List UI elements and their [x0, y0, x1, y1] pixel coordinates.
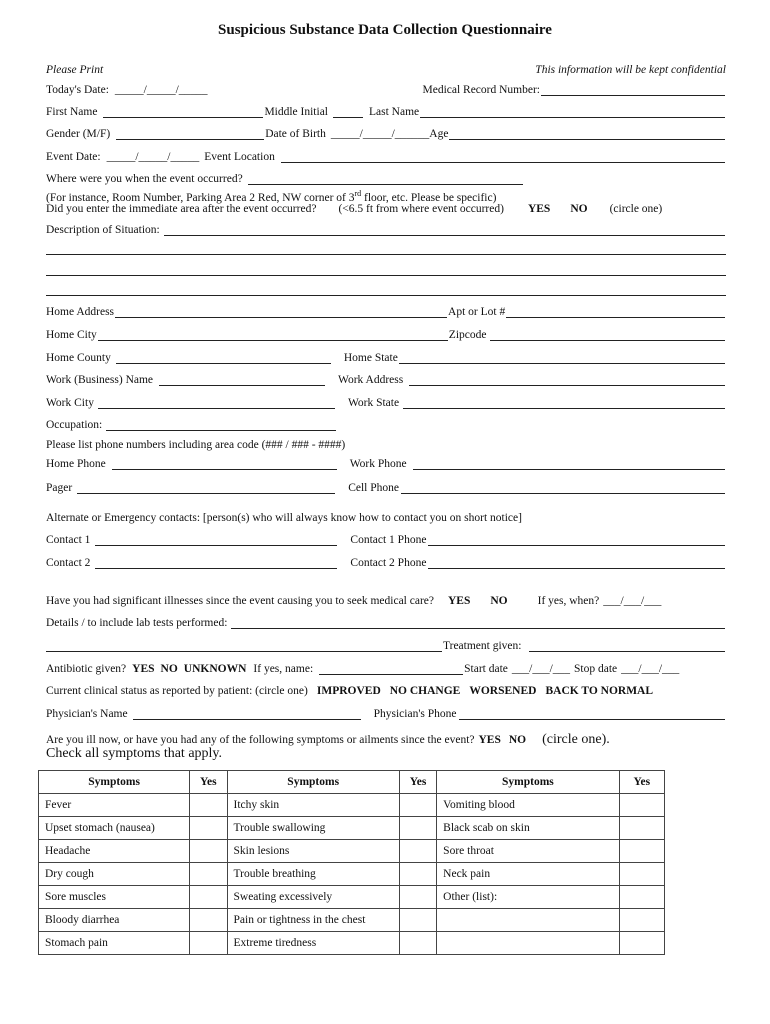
- apt-label: Apt or Lot #: [448, 306, 506, 318]
- illness-yes[interactable]: YES: [448, 595, 471, 607]
- symptom-cell: Itchy skin: [227, 794, 399, 817]
- ill-now-circle-one: (circle one).: [542, 732, 610, 747]
- confidential-note: This information will be kept confidential: [535, 64, 726, 76]
- yes-checkbox-cell[interactable]: [190, 840, 227, 863]
- contact1-phone-field[interactable]: [428, 533, 725, 546]
- check-all-instruction: Check all symptoms that apply.: [46, 746, 223, 761]
- age-label: Age: [429, 128, 449, 140]
- medical-record-label: Medical Record Number:: [422, 84, 540, 96]
- home-county-field[interactable]: [116, 351, 331, 364]
- antibiotic-name-field[interactable]: [319, 662, 463, 675]
- pager-field[interactable]: [77, 481, 335, 494]
- physician-phone-field[interactable]: [459, 707, 725, 720]
- dob-field[interactable]: _____/_____/______: [330, 128, 430, 140]
- illness-question: Have you had significant illnesses since the event causing you to seek medical care?: [46, 595, 434, 607]
- symptom-cell: Trouble swallowing: [227, 817, 399, 840]
- yes-checkbox-cell[interactable]: [619, 794, 664, 817]
- event-date-field[interactable]: _____/_____/_____: [106, 151, 200, 163]
- home-state-field[interactable]: [399, 351, 725, 364]
- description-line-2[interactable]: [46, 254, 726, 255]
- symptom-cell[interactable]: [437, 932, 619, 955]
- enter-area-no[interactable]: NO: [570, 203, 588, 215]
- todays-date-field[interactable]: _____/_____/_____: [114, 84, 208, 96]
- table-row: [39, 863, 665, 886]
- home-address-field[interactable]: [115, 305, 447, 318]
- yes-checkbox-cell[interactable]: [399, 840, 436, 863]
- cell-phone-label: Cell Phone: [348, 482, 399, 494]
- cell-phone-field[interactable]: [401, 481, 725, 494]
- stop-date-field[interactable]: ___/___/___: [621, 663, 680, 675]
- yes-header-3: Yes: [619, 771, 664, 794]
- antibiotic-unknown[interactable]: UNKNOWN: [183, 663, 247, 675]
- yes-header-2: Yes: [399, 771, 436, 794]
- enter-area-question: Did you enter the immediate area after the event occurred?: [46, 203, 317, 215]
- yes-checkbox-cell[interactable]: [190, 932, 227, 955]
- yes-checkbox-cell[interactable]: [619, 840, 664, 863]
- work-city-field[interactable]: [98, 396, 335, 409]
- symptom-cell: Bloody diarrhea: [39, 909, 190, 932]
- work-state-label: Work State: [347, 397, 400, 409]
- first-name-label: First Name: [46, 106, 98, 118]
- antibiotic-yes[interactable]: YES: [132, 663, 155, 675]
- yes-checkbox-cell[interactable]: [619, 932, 664, 955]
- if-yes-name-label: If yes, name:: [253, 663, 314, 675]
- distance-note: (<6.5 ft from where event occurred): [338, 203, 504, 215]
- description-line-4[interactable]: [46, 295, 726, 296]
- description-line-3[interactable]: [46, 275, 726, 276]
- pager-label: Pager: [46, 482, 73, 494]
- zipcode-label: Zipcode: [448, 329, 487, 341]
- table-row: [39, 794, 665, 817]
- yes-checkbox-cell[interactable]: [399, 932, 436, 955]
- details-label: Details / to include lab tests performed:: [46, 617, 228, 629]
- yes-checkbox-cell[interactable]: [190, 794, 227, 817]
- symptom-cell: Neck pain: [437, 863, 619, 886]
- symptoms-header-3: Symptoms: [437, 771, 619, 794]
- circle-one-note: (circle one): [609, 203, 663, 215]
- illness-no[interactable]: NO: [490, 595, 508, 607]
- zipcode-field[interactable]: [490, 328, 725, 341]
- phone-note: Please list phone numbers including area code (### / ### - ####): [46, 439, 346, 451]
- clinical-status-label: Current clinical status as reported by patient: (circle one): [46, 685, 308, 697]
- yes-checkbox-cell[interactable]: [619, 817, 664, 840]
- physician-name-field[interactable]: [133, 707, 361, 720]
- home-state-label: Home State: [343, 352, 398, 364]
- work-state-field[interactable]: [403, 396, 725, 409]
- event-location-label: Event Location: [204, 151, 275, 163]
- form-title: Suspicious Substance Data Collection Questionnaire: [218, 22, 552, 38]
- work-address-label: Work Address: [338, 374, 404, 386]
- yes-checkbox-cell[interactable]: [399, 909, 436, 932]
- details-field[interactable]: [231, 616, 725, 629]
- age-field[interactable]: [449, 127, 725, 140]
- home-phone-field[interactable]: [112, 457, 337, 470]
- symptom-cell: Vomiting blood: [437, 794, 619, 817]
- start-date-field[interactable]: ___/___/___: [511, 663, 571, 675]
- middle-initial-field[interactable]: [333, 105, 363, 118]
- where-were-you-field[interactable]: [248, 172, 523, 185]
- event-location-field[interactable]: [281, 150, 725, 163]
- symptoms-header-1: Symptoms: [39, 771, 190, 794]
- table-header-row: [39, 771, 665, 794]
- last-name-field[interactable]: [420, 105, 725, 118]
- yes-checkbox-cell[interactable]: [619, 886, 664, 909]
- yes-header-1: Yes: [190, 771, 227, 794]
- gender-field[interactable]: [116, 127, 264, 140]
- if-yes-when-field[interactable]: ___/___/___: [603, 595, 662, 607]
- contact2-label: Contact 2: [46, 557, 91, 569]
- description-label: Description of Situation:: [46, 224, 160, 236]
- home-county-label: Home County: [46, 352, 111, 364]
- symptom-cell: Sore throat: [437, 840, 619, 863]
- please-print-label: Please Print: [46, 64, 104, 76]
- if-yes-when-label: If yes, when?: [537, 595, 600, 607]
- antibiotic-no[interactable]: NO: [160, 663, 178, 675]
- table-row: [39, 886, 665, 909]
- details-line-2[interactable]: [46, 639, 442, 652]
- description-field[interactable]: [164, 223, 725, 236]
- alternate-contacts-note: Alternate or Emergency contacts: [person(s) who will always know how to contact you on short notice]: [46, 512, 522, 524]
- symptom-cell: Black scab on skin: [437, 817, 619, 840]
- home-city-field[interactable]: [98, 328, 448, 341]
- yes-checkbox-cell[interactable]: [399, 886, 436, 909]
- dob-label: Date of Birth: [265, 128, 326, 140]
- antibiotic-label: Antibiotic given?: [46, 663, 127, 675]
- middle-initial-label: Middle Initial: [264, 106, 328, 118]
- symptom-cell: Dry cough: [39, 863, 190, 886]
- todays-date-label: Today's Date:: [46, 84, 109, 96]
- yes-checkbox-cell[interactable]: [399, 817, 436, 840]
- contact1-field[interactable]: [95, 533, 337, 546]
- symptom-cell: Sore muscles: [39, 886, 190, 909]
- status-improved[interactable]: IMPROVED: [316, 685, 381, 697]
- symptom-cell: Headache: [39, 840, 190, 863]
- status-back-to-normal[interactable]: BACK TO NORMAL: [545, 685, 654, 697]
- occupation-field[interactable]: [106, 418, 336, 431]
- symptom-cell: Other (list):: [437, 886, 619, 909]
- for-instance-note: (For instance, Room Number, Parking Area 2 Red, NW corner of 3rd floor, etc. Please be specific): [46, 189, 497, 204]
- home-address-label: Home Address: [46, 306, 115, 318]
- symptom-cell: Trouble breathing: [227, 863, 399, 886]
- work-name-field[interactable]: [159, 373, 325, 386]
- symptom-cell: Stomach pain: [39, 932, 190, 955]
- ill-now-yes[interactable]: YES: [478, 734, 501, 746]
- yes-checkbox-cell[interactable]: [190, 863, 227, 886]
- symptom-cell: Pain or tightness in the chest: [227, 909, 399, 932]
- status-worsened[interactable]: WORSENED: [469, 685, 537, 697]
- event-date-label: Event Date:: [46, 151, 101, 163]
- last-name-label: Last Name: [369, 106, 420, 118]
- symptom-cell: Extreme tiredness: [227, 932, 399, 955]
- symptom-cell: Skin lesions: [227, 840, 399, 863]
- table-row: [39, 909, 665, 932]
- treatment-field[interactable]: [529, 639, 725, 652]
- table-row: [39, 932, 665, 955]
- yes-checkbox-cell[interactable]: [190, 909, 227, 932]
- table-row: [39, 817, 665, 840]
- gender-label: Gender (M/F): [46, 128, 111, 140]
- status-no-change[interactable]: NO CHANGE: [389, 685, 461, 697]
- contact2-field[interactable]: [95, 556, 337, 569]
- symptoms-table: [38, 770, 665, 955]
- symptom-cell: Sweating excessively: [227, 886, 399, 909]
- contact1-phone-label: Contact 1 Phone: [350, 534, 427, 546]
- work-phone-label: Work Phone: [349, 458, 407, 470]
- where-were-you-label: Where were you when the event occurred?: [46, 173, 243, 185]
- yes-checkbox-cell[interactable]: [399, 863, 436, 886]
- stop-date-label: Stop date: [574, 663, 618, 675]
- first-name-field[interactable]: [103, 105, 263, 118]
- symptoms-header-2: Symptoms: [227, 771, 399, 794]
- symptom-cell[interactable]: [437, 909, 619, 932]
- ill-now-no[interactable]: NO: [508, 734, 527, 746]
- start-date-label: Start date: [464, 663, 508, 675]
- yes-checkbox-cell[interactable]: [619, 909, 664, 932]
- yes-checkbox-cell[interactable]: [619, 863, 664, 886]
- home-phone-label: Home Phone: [46, 458, 106, 470]
- apt-field[interactable]: [506, 305, 725, 318]
- occupation-label: Occupation:: [46, 419, 103, 431]
- physician-phone-label: Physician's Phone: [373, 708, 457, 720]
- yes-checkbox-cell[interactable]: [399, 794, 436, 817]
- contact1-label: Contact 1: [46, 534, 91, 546]
- home-city-label: Home City: [46, 329, 97, 341]
- work-address-field[interactable]: [409, 373, 725, 386]
- yes-checkbox-cell[interactable]: [190, 886, 227, 909]
- work-phone-field[interactable]: [413, 457, 725, 470]
- medical-record-field[interactable]: [541, 83, 725, 96]
- table-row: [39, 840, 665, 863]
- work-city-label: Work City: [46, 397, 94, 409]
- ill-now-question: Are you ill now, or have you had any of the following symptoms or ailments since the event?: [46, 734, 475, 746]
- contact2-phone-field[interactable]: [428, 556, 725, 569]
- yes-checkbox-cell[interactable]: [190, 817, 227, 840]
- work-name-label: Work (Business) Name: [46, 374, 154, 386]
- treatment-label: Treatment given:: [443, 640, 522, 652]
- symptom-cell: Fever: [39, 794, 190, 817]
- enter-area-yes[interactable]: YES: [527, 203, 551, 215]
- symptom-cell: Upset stomach (nausea): [39, 817, 190, 840]
- physician-name-label: Physician's Name: [46, 708, 128, 720]
- contact2-phone-label: Contact 2 Phone: [350, 557, 427, 569]
